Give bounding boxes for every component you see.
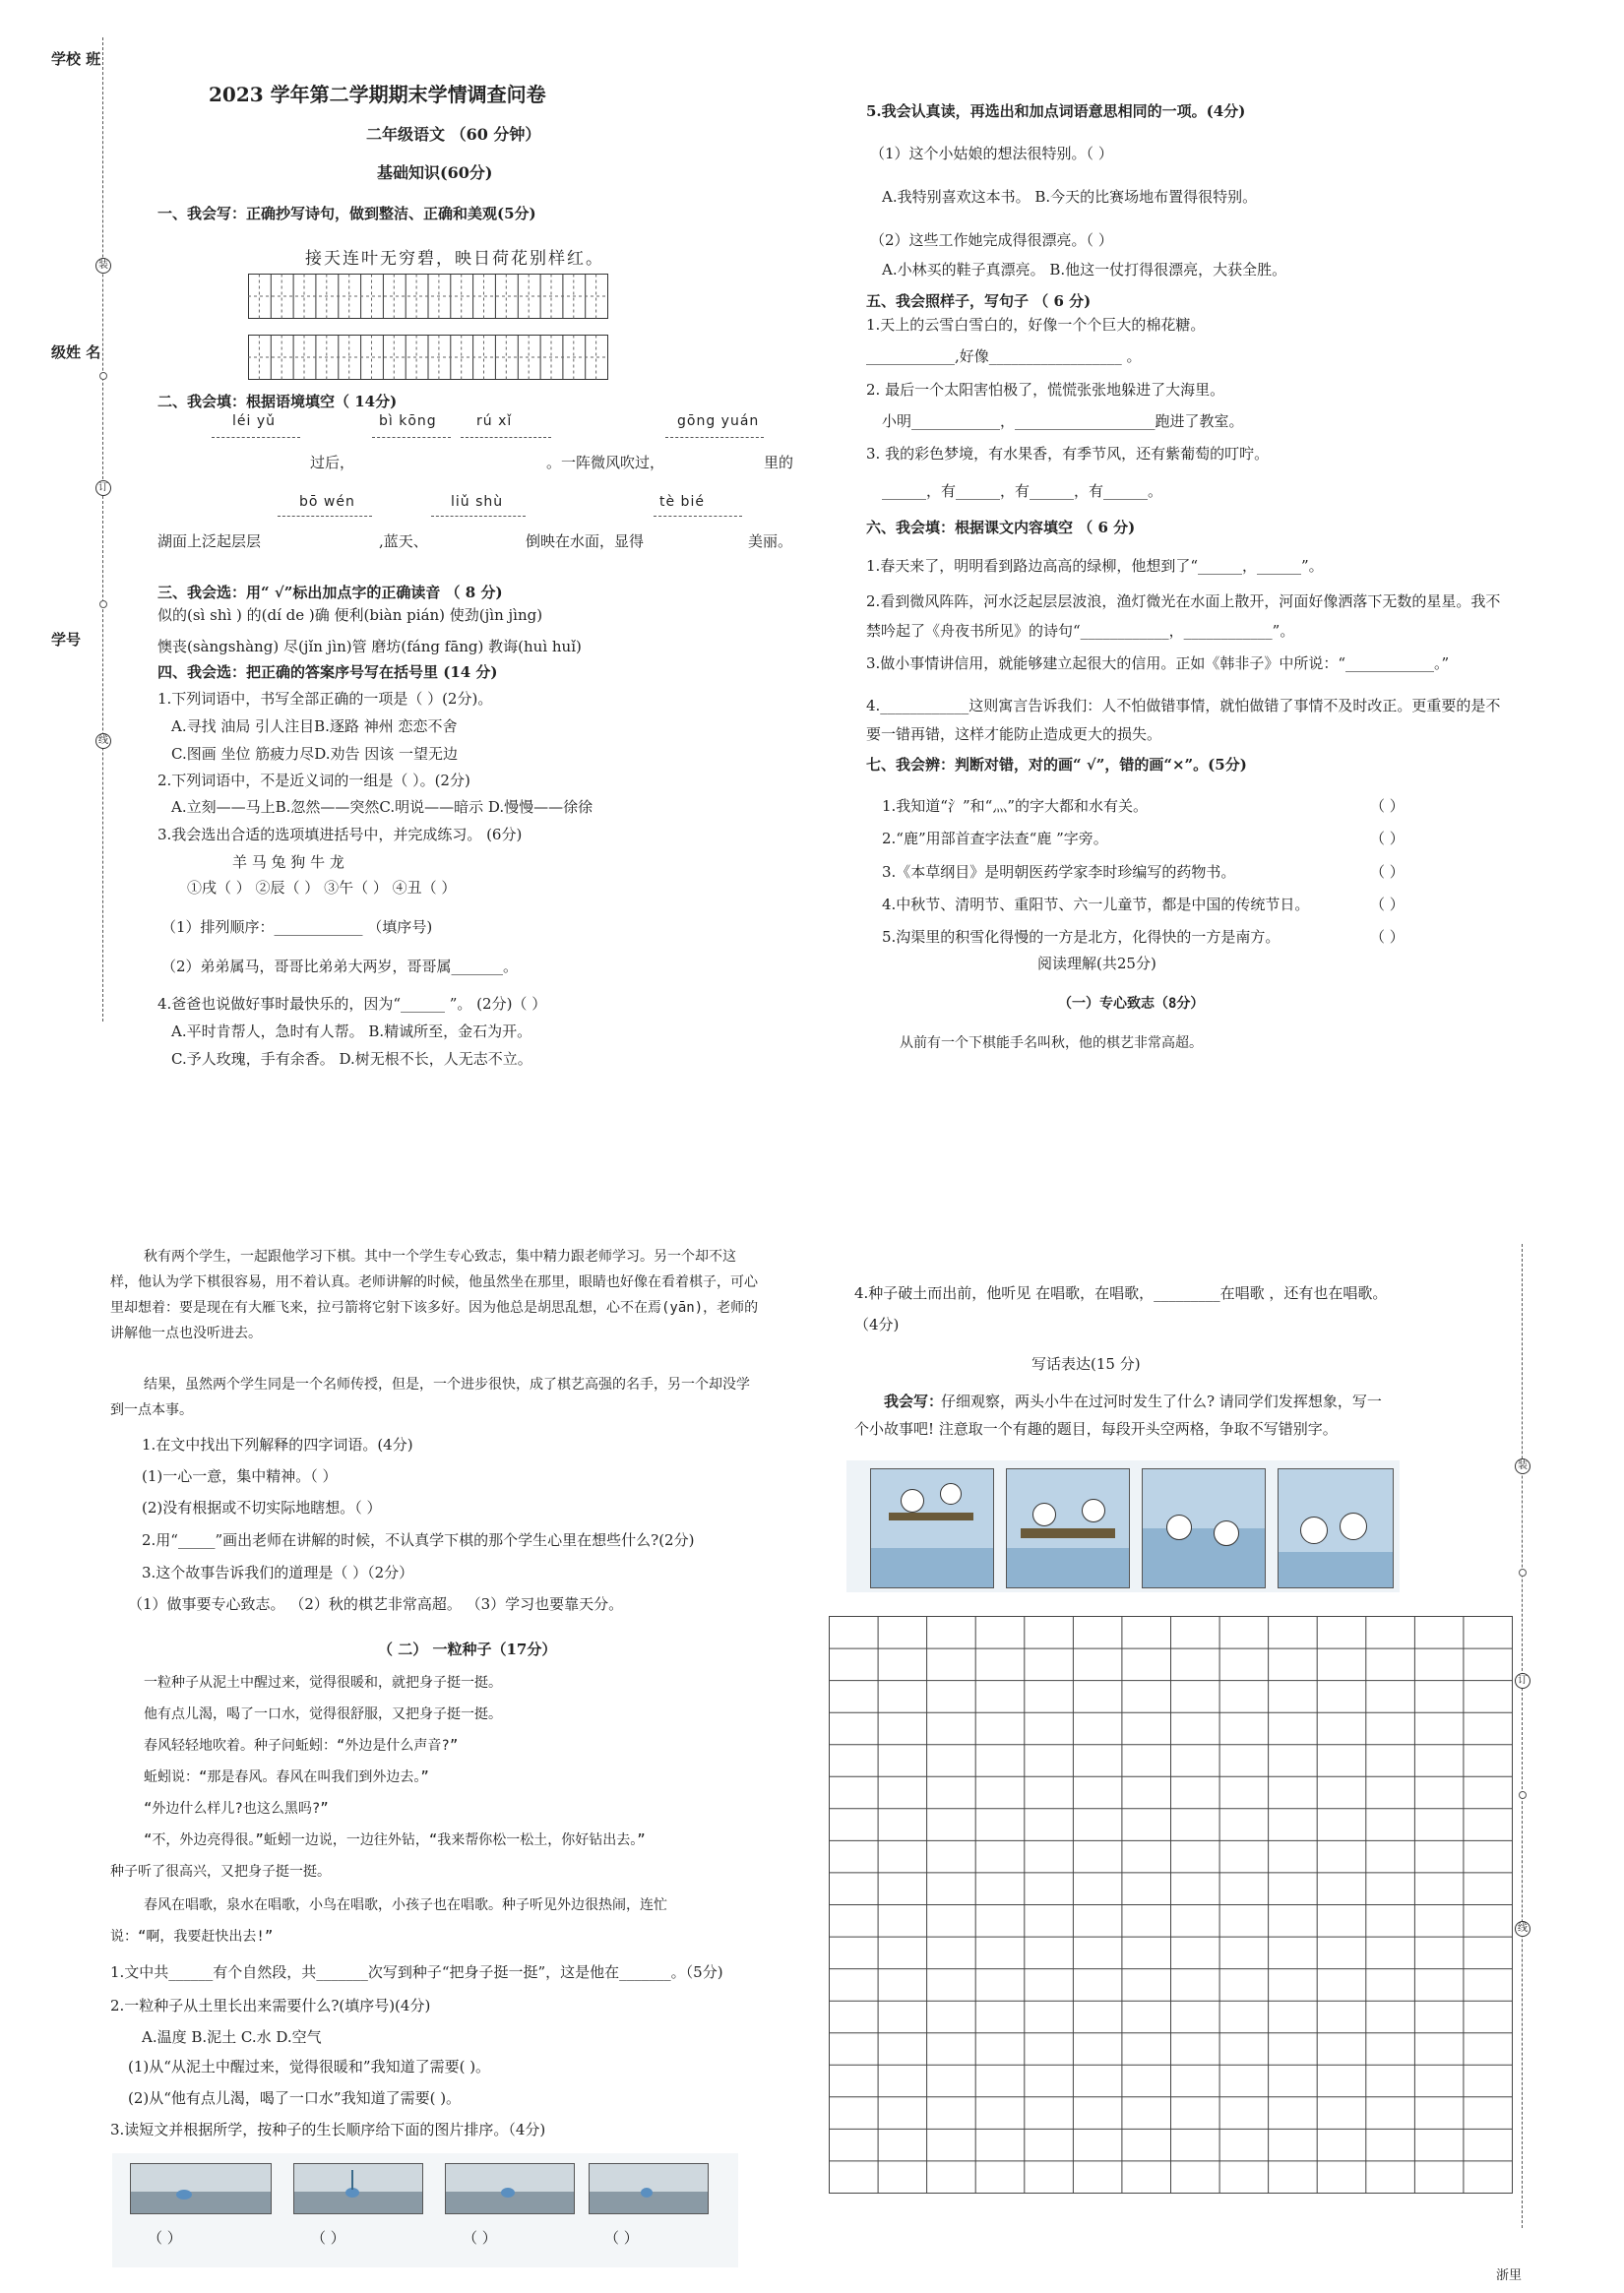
seed-image-3 (445, 2163, 575, 2214)
p2-q2-options: A.温度 B.泥土 C.水 D.空气 (142, 2028, 322, 2046)
passage1-title: （一）专心致志（8分） (1058, 996, 1205, 1012)
section-basics: 基础知识(60分) (377, 163, 493, 182)
q4-line: C.图画 坐位 筋疲力尽D.劝告 因该 一望无边 (171, 745, 459, 763)
comic-panel-1 (870, 1468, 994, 1588)
q6-line[interactable]: 小明____________，___________________跑进了教室。 (882, 412, 1244, 430)
q2-text: 里的 (764, 454, 794, 471)
passage2-line: “不，外边亮得很。”蚯蚓一边说，一边往外钻，“我来帮你松一松土，你好钻出去。” (144, 1832, 646, 1848)
p2-q: 2.一粒种子从土里长出来需要什么?(填序号)(4分) (110, 1997, 431, 2014)
judge-item: 5.沟渠里的积雪化得慢的一方是北方，化得快的一方是南方。 (882, 928, 1280, 946)
q4-line: 2.下列词语中，不是近义词的一组是（ ）。(2分) (157, 772, 470, 789)
q3-line2[interactable]: 懊丧(sàngshàng) 尽(jǐn jìn)管 磨坊(fáng fāng) 教诲(huì huǐ) (157, 638, 582, 655)
q2-text: 过后， (310, 454, 355, 471)
copy-grid[interactable] (248, 274, 608, 380)
passage2-line: 蚯蚓说：“那是春风。春风在叫我们到外边去。” (144, 1769, 429, 1785)
judge-bracket[interactable]: （ ） (1370, 863, 1405, 881)
pinyin-liushu: liǔ shù (451, 494, 504, 510)
q4-line: A.寻找 油局 引人注目B.逐路 神州 恋恋不舍 (171, 717, 458, 735)
seed-image-4 (589, 2163, 709, 2214)
school-class-label: 学校 班 (51, 50, 101, 68)
judge-item: 3.《本草纲目》是明朝医药学家李时珍编写的药物书。 (882, 863, 1236, 881)
p1-q[interactable]: (2)没有根据或不切实际地瞎想。（ ） (142, 1499, 382, 1517)
pinyin-ruxi: rú xǐ (476, 413, 513, 429)
q7-heading: 六、我会填：根据课文内容填空 （ 6 分) (866, 519, 1136, 536)
q4-line: A.立刻——马上B.忽然——突然C.明说——暗示 D.慢慢——徐徐 (171, 798, 593, 816)
passage2-line: 说：“啊，我要赶快出去!” (110, 1929, 274, 1945)
q4-line: 1.下列词语中，书写全部正确的一项是（ ）(2分)。 (157, 690, 493, 708)
comic-panel-2 (1006, 1468, 1130, 1588)
p1-q: 1.在文中找出下列解释的四字词语。(4分) (142, 1436, 413, 1454)
composition-grid[interactable] (829, 1616, 1514, 2195)
answer-blank[interactable] (654, 516, 742, 517)
judge-bracket[interactable]: （ ） (1370, 830, 1405, 847)
passage1-intro: 从前有一个下棋能手名叫秋，他的棋艺非常高超。 (900, 1035, 1203, 1051)
q4-line: C.予人玫瑰，手有余香。 D.树无根不长，人无志不立。 (171, 1050, 532, 1068)
order-bracket[interactable]: （ ） (463, 2229, 497, 2247)
p2-q4[interactable]: 4.种子破土而出前，他听见 在唱歌，在唱歌，_________在唱歌 ，还有也在唱歌。 (854, 1284, 1388, 1302)
q2-text: 美丽。 (748, 532, 793, 550)
passage2-line: 种子听了很高兴，又把身子挺一挺。 (110, 1864, 331, 1880)
seed-image-1 (130, 2163, 272, 2214)
exam-title: 2023 学年第二学期期末学情调查问卷 (209, 83, 546, 106)
binding-mark-2: 订 (1515, 1673, 1530, 1689)
q7-line[interactable]: 4.____________这则寓言告诉我们：人不怕做错事情，就怕做错了事情不及时改正。更重要的是不 (866, 697, 1501, 714)
answer-blank[interactable] (461, 437, 551, 438)
pinyin-bikong: bì kōng (379, 413, 437, 429)
q7-line[interactable]: 3.做小事情讲信用，就能够建立起很大的信用。正如《韩非子》中所说：“____________。” (866, 654, 1450, 672)
q5-heading: 5.我会认真读，再选出和加点词语意思相同的一项。(4分) (866, 102, 1246, 120)
q6-line[interactable]: ____________,好像__________________ 。 (866, 347, 1142, 365)
q6-heading: 五、我会照样子，写句子 （ 6 分) (866, 292, 1092, 310)
binding-line (102, 37, 103, 1022)
p2-q[interactable]: (1)从“从泥土中醒过来，觉得很暖和”我知道了需要( )。 (128, 2058, 491, 2076)
passage1-body: 秋有两个学生，一起跟他学习下棋。其中一个学生专心致志，集中精力跟老师学习。另一个却不这样，他认为学下棋很容易，用不着认真。老师讲解的时候，他虽然坐在那里，眼睛也好像在看着棋子，可心里却想着：要是现在有大雁飞来，拉弓箭将它射下该多好。因为他总是胡思乱想，心不在焉(yān)，老师的讲解他一点也没听进去。 (110, 1249, 759, 1341)
pinyin-bowen: bō wén (299, 494, 355, 510)
answer-blank[interactable] (372, 437, 451, 438)
q7-line: 2.看到微风阵阵，河水泛起层层波浪，渔灯微光在水面上散开，河面好像洒落下无数的星星。我不 (866, 592, 1501, 610)
reading-heading: 阅读理解(共25分) (1037, 955, 1156, 972)
order-bracket[interactable]: （ ） (604, 2229, 639, 2247)
writing-heading: 写话表达(15 分) (1031, 1355, 1141, 1373)
q1-poem: 接天连叶无穷碧，映日荷花别样红。 (305, 249, 604, 269)
writing-label: 我会写： (884, 1393, 944, 1410)
judge-item: 1.我知道“氵”和“灬”的字大都和水有关。 (882, 797, 1148, 815)
passage2-title: （ 二） 一粒种子（17分） (378, 1641, 557, 1658)
q2-text: 湖面上泛起层层 (157, 532, 262, 550)
order-bracket[interactable]: （ ） (148, 2229, 182, 2247)
passage2-line: 春风轻轻地吹着。种子问蚯蚓：“外边是什么声音?” (144, 1738, 459, 1754)
judge-item: 2.“鹿”用部首查字法查“鹿 ”字旁。 (882, 830, 1108, 847)
judge-bracket[interactable]: （ ） (1370, 928, 1405, 946)
q1-heading: 一、我会写：正确抄写诗句，做到整洁、正确和美观(5分) (157, 205, 536, 222)
binding-mark-1: 装 (1515, 1458, 1530, 1474)
order-bracket[interactable]: （ ） (311, 2229, 345, 2247)
binding-dot (99, 372, 107, 380)
p1-q: 2.用“_____”画出老师在讲解的时候，不认真学下棋的那个学生心里在想些什么?(2分) (142, 1531, 695, 1549)
q3-heading: 三、我会选：用“ √”标出加点字的正确读音 （ 8 分) (157, 584, 503, 601)
q4-line: 3.我会选出合适的选项填进括号中，并完成练习。 (6分) (157, 826, 523, 843)
answer-blank[interactable] (212, 437, 300, 438)
passage2-line: 一粒种子从泥土中醒过来，觉得很暖和，就把身子挺一挺。 (144, 1675, 502, 1691)
q7-line[interactable]: 禁吟起了《舟夜书所见》的诗句“____________，____________”。 (866, 622, 1295, 640)
exam-subtitle: 二年级语文 （60 分钟） (366, 125, 541, 144)
q2-text: ,蓝天、 (379, 532, 428, 550)
q4-line: A.平时肯帮人，急时有人帮。 B.精诚所至，金石为开。 (171, 1023, 532, 1040)
q4-heading: 四、我会选：把正确的答案序号写在括号里 (14 分) (157, 663, 498, 681)
q2-text: 。一阵微风吹过， (546, 454, 665, 471)
q4-line: （2）弟弟属马，哥哥比弟弟大两岁，哥哥属_______。 (161, 958, 519, 975)
q5-line: A.小林买的鞋子真漂亮。 B.他这一仗打得很漂亮，大获全胜。 (882, 261, 1287, 279)
pinyin-tebie: tè bié (659, 494, 705, 510)
binding-mark-3: 线 (95, 733, 111, 749)
passage2-line: 春风在唱歌，泉水在唱歌，小鸟在唱歌，小孩子也在唱歌。种子听见外边很热闹，连忙 (144, 1897, 667, 1913)
comic-panel-4 (1278, 1468, 1394, 1588)
comic-panel-3 (1142, 1468, 1266, 1588)
q6-line: 3. 我的彩色梦境，有水果香，有季节风，还有紫葡萄的叮咛。 (866, 445, 1270, 463)
answer-blank[interactable] (431, 516, 526, 517)
p2-q: 3.读短文并根据所学，按种子的生长顺序给下面的图片排序。（4分) (110, 2121, 546, 2138)
binding-dot (1519, 1569, 1527, 1577)
passage2-line: 他有点儿渴，喝了一口水，觉得很舒服，又把身子挺一挺。 (144, 1706, 502, 1722)
writing-prompt: 仔细观察，两头小牛在过河时发生了什么? 请同学们发挥想象，写一 (941, 1393, 1382, 1410)
q6-line: 2. 最后一个太阳害怕极了，慌慌张张地躲进了大海里。 (866, 381, 1225, 399)
zodiac-branches: ①戌（ ） ②辰（ ） ③午（ ） ④丑（ ） (187, 879, 457, 897)
q8-heading: 七、我会辨：判断对错，对的画“ √”，错的画“×”。(5分) (866, 756, 1247, 774)
writing-prompt: 个小故事吧! 注意取一个有趣的题目，每段开头空两格，争取不写错别字。 (854, 1420, 1338, 1438)
q3-line1[interactable]: 似的(sì shì ) 的(dí de )确 便利(biàn pián) 使劲(jìn jìng) (157, 606, 543, 624)
p2-q[interactable]: (2)从“他有点儿渴，喝了一口水”我知道了需要( )。 (128, 2089, 462, 2107)
pinyin-gongyuan: gōng yuán (677, 413, 760, 429)
q4-line: （1）排列顺序：____________ （填序号) (161, 918, 433, 936)
zodiac-animals: 羊 马 兔 狗 牛 龙 (232, 853, 344, 871)
grade-name-label: 级姓 名 (51, 343, 101, 361)
q2-heading: 二、我会填：根据语境填空（ 14分) (157, 393, 398, 410)
q2-text: 倒映在水面，显得 (526, 532, 645, 550)
binding-line-right (1522, 1244, 1523, 2228)
q6-line[interactable]: ______，有______，有______，有______。 (882, 482, 1163, 500)
judge-item: 4.中秋节、清明节、重阳节、六一儿童节，都是中国的传统节日。 (882, 896, 1310, 913)
p2-q[interactable]: 1.文中共______有个自然段，共_______次写到种子“把身子挺一挺”，这是他在_______。（5分) (110, 1963, 723, 1981)
p1-q3-options: （1）做事要专心致志。 （2）秋的棋艺非常高超。 （3）学习也要靠天分。 (128, 1595, 624, 1613)
footer-mark: 浙里 (1496, 2268, 1523, 2283)
student-no-label: 学号 (51, 631, 82, 649)
passage2-line: “外边什么样儿?也这么黑吗?” (144, 1801, 329, 1817)
q5-line: （2）这些工作她完成得很漂亮。（ ） (870, 231, 1113, 249)
q4-line: 4.爸爸也说做好事时最快乐的，因为“______ ”。 (2分)（ ） (157, 995, 547, 1013)
binding-dot (99, 600, 107, 608)
q7-line[interactable]: 1.春天来了，明明看到路边高高的绿柳，他想到了“______，______”。 (866, 557, 1324, 575)
p1-q[interactable]: 3.这个故事告诉我们的道理是（ ）（2分） (142, 1564, 414, 1581)
p2-q4-score: （4分) (854, 1316, 900, 1333)
q6-line: 1.天上的云雪白雪白的，好像一个个巨大的棉花糖。 (866, 316, 1206, 334)
q5-line: A.我特别喜欢这本书。 B.今天的比赛场地布置得很特别。 (882, 188, 1258, 206)
binding-dot (1519, 1791, 1527, 1799)
binding-mark-2: 订 (95, 480, 111, 496)
binding-mark-1: 装 (95, 258, 111, 274)
answer-blank[interactable] (278, 516, 372, 517)
answer-blank[interactable] (665, 437, 764, 438)
judge-bracket[interactable]: （ ） (1370, 797, 1405, 815)
pinyin-leiyu: léi yǔ (232, 413, 277, 429)
binding-mark-3: 线 (1515, 1921, 1530, 1937)
seed-image-2 (293, 2163, 423, 2214)
q5-line: （1）这个小姑娘的想法很特别。（ ） (870, 145, 1113, 162)
passage1-body: 结果，虽然两个学生同是一个名师传授，但是，一个进步很快，成了棋艺高强的名手，另一个却没学到一点本事。 (110, 1377, 750, 1418)
q7-line: 要一错再错，这样才能防止造成更大的损失。 (866, 725, 1162, 743)
judge-bracket[interactable]: （ ） (1370, 896, 1405, 913)
p1-q[interactable]: (1)一心一意，集中精神。（ ） (142, 1467, 338, 1485)
